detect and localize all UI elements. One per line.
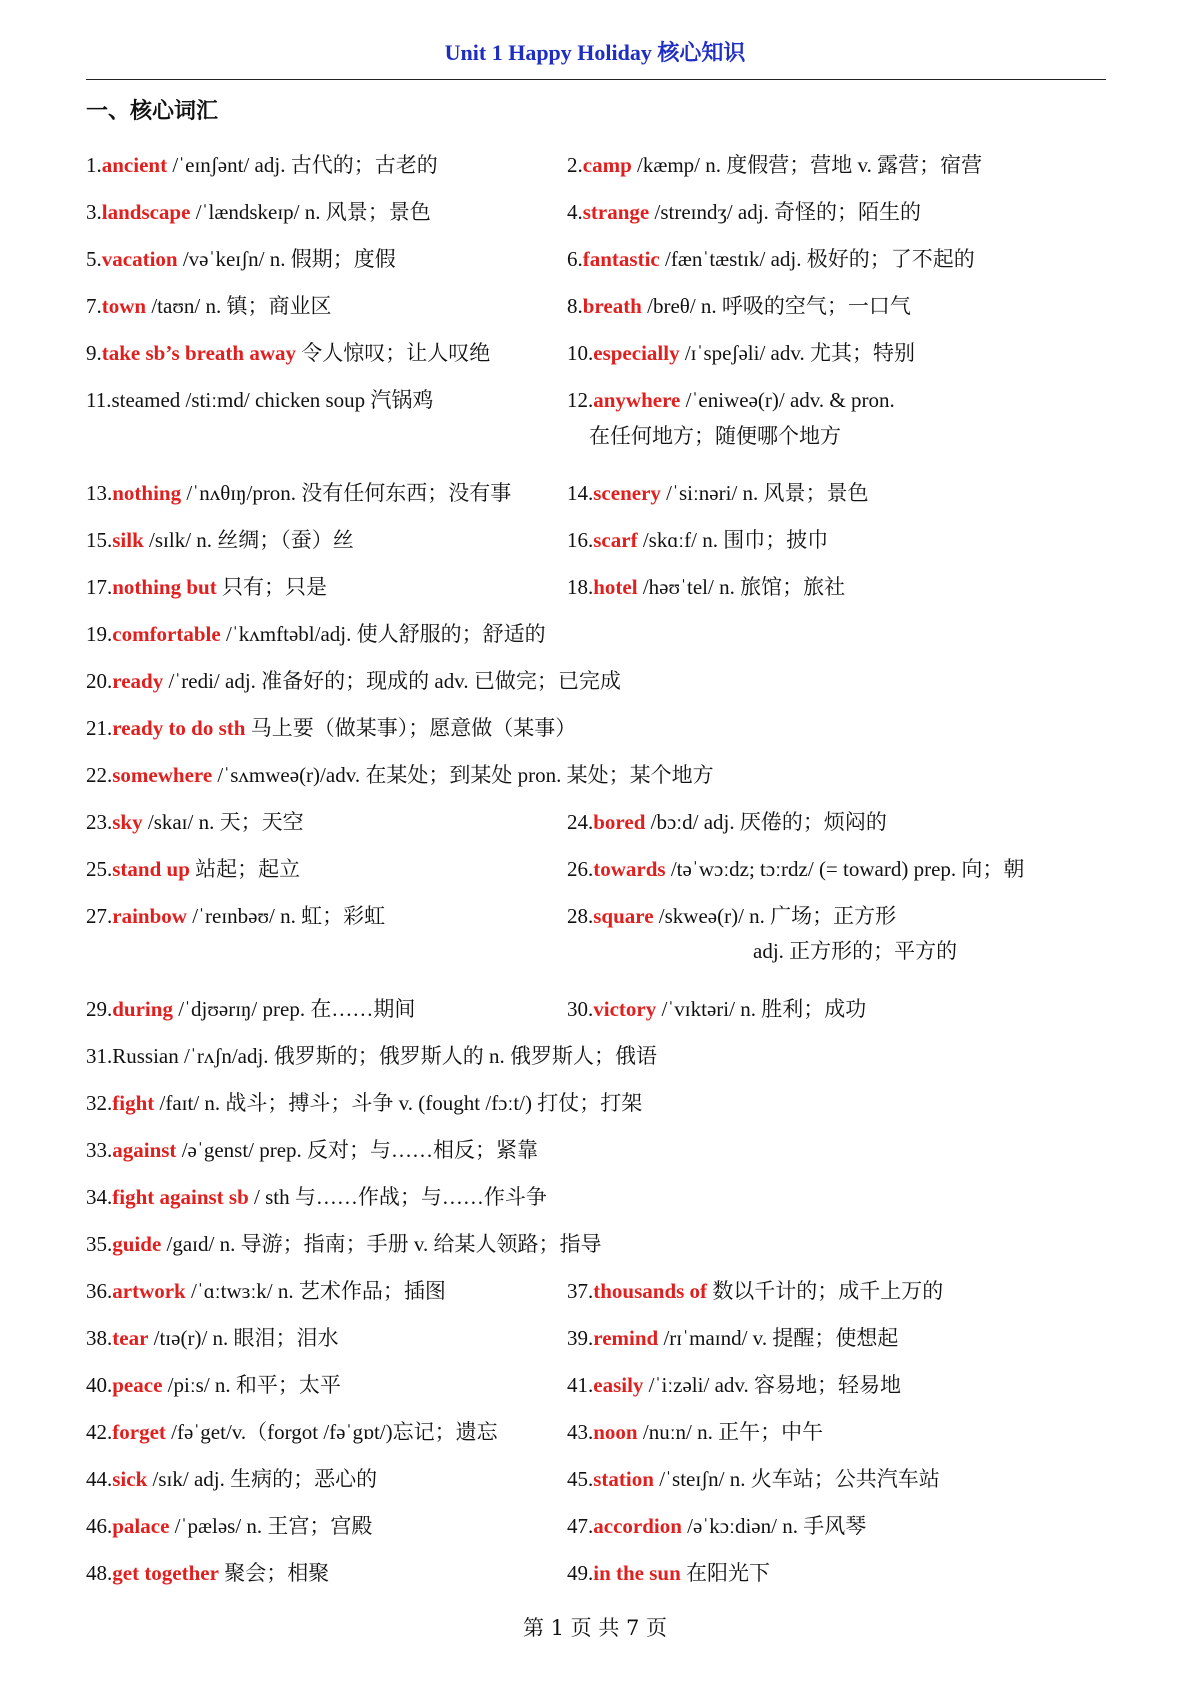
entry-keyword: ready to do sth bbox=[112, 716, 246, 740]
entry-number: 20. bbox=[86, 669, 113, 693]
entry-definition: /əˈkɔːdiən/ n. 手风琴 bbox=[681, 1514, 867, 1538]
entry-number: 12. bbox=[567, 388, 594, 412]
entry-12-continuation: 在任何地方；随便哪个地方 bbox=[589, 424, 841, 448]
entry-definition: /ˈeniweə(r)/ adv. & pron. bbox=[680, 388, 895, 412]
entry-number: 1. bbox=[86, 153, 102, 177]
entry-keyword: rainbow bbox=[112, 904, 187, 928]
vocab-row bbox=[86, 1135, 1116, 1179]
entry-definition: /faɪt/ n. 战斗；搏斗；斗争 v. (fought /fɔːt/) 打仗；打架 bbox=[154, 1091, 643, 1115]
entry-keyword: against bbox=[112, 1138, 177, 1162]
entry-definition: /gaɪd/ n. 导游；指南；手册 v. 给某人领路；指导 bbox=[161, 1232, 602, 1256]
vocab-entry bbox=[567, 197, 921, 227]
entry-keyword: bored bbox=[593, 810, 646, 834]
entry-keyword: ancient bbox=[101, 153, 168, 177]
entry-keyword: sick bbox=[112, 1467, 148, 1491]
entry-definition: /ˈnʌθɪŋ/pron. 没有任何东西；没有事 bbox=[181, 481, 512, 505]
vocab-entry bbox=[567, 525, 828, 555]
entry-definition: 数以千计的；成千上万的 bbox=[707, 1279, 944, 1303]
entry-definition: /ˈreɪnbəʊ/ n. 虹；彩虹 bbox=[186, 904, 386, 928]
entry-definition: /ˈvɪktəri/ n. 胜利；成功 bbox=[656, 997, 867, 1021]
entry-definition: /bɔːd/ adj. 厌倦的；烦闷的 bbox=[645, 810, 887, 834]
entry-number: 49. bbox=[567, 1561, 594, 1585]
entry-number: 30. bbox=[567, 997, 594, 1021]
entry-keyword: easily bbox=[593, 1373, 644, 1397]
entry-keyword: peace bbox=[112, 1373, 163, 1397]
entry-definition: 站起；起立 bbox=[189, 857, 301, 881]
title-divider bbox=[86, 79, 1106, 80]
document-title: Unit 1 Happy Holiday 核心知识 bbox=[444, 40, 746, 65]
vocab-entry bbox=[86, 1323, 339, 1353]
entry-keyword: somewhere bbox=[112, 763, 213, 787]
vocab-row bbox=[86, 478, 1116, 522]
entry-definition: /rɪˈmaɪnd/ v. 提醒；使想起 bbox=[658, 1326, 899, 1350]
entry-keyword: town bbox=[101, 294, 147, 318]
entry-definition: /təˈwɔːdz; tɔːrdz/ (= toward) prep. 向；朝 bbox=[665, 857, 1025, 881]
vocab-entry bbox=[567, 994, 866, 1024]
vocab-entry bbox=[86, 1558, 329, 1588]
entry-number: 23. bbox=[86, 810, 113, 834]
entry-definition: /fænˈtæstɪk/ adj. 极好的；了不起的 bbox=[659, 247, 975, 271]
entry-keyword: fight bbox=[112, 1091, 155, 1115]
vocab-entry bbox=[86, 1182, 547, 1212]
entry-number: 29. bbox=[86, 997, 113, 1021]
entry-number: 22. bbox=[86, 763, 113, 787]
entry-definition: / sth 与……作战；与……作斗争 bbox=[248, 1185, 547, 1209]
vocab-entry bbox=[567, 478, 869, 508]
entry-number: 45. bbox=[567, 1467, 594, 1491]
entry-28-continuation: adj. 正方形的；平方的 bbox=[753, 939, 958, 963]
entry-definition: /ˈredi/ adj. 准备好的；现成的 adv. 已做完；已完成 bbox=[163, 669, 621, 693]
entry-keyword: scenery bbox=[593, 481, 661, 505]
entry-keyword: tear bbox=[112, 1326, 149, 1350]
vocab-entry bbox=[86, 1276, 446, 1306]
entry-keyword: artwork bbox=[112, 1279, 186, 1303]
vocab-entry bbox=[86, 291, 331, 321]
entry-definition: /streɪndʒ/ adj. 奇怪的；陌生的 bbox=[649, 200, 922, 224]
vocab-row bbox=[86, 150, 1116, 194]
vocab-entry bbox=[86, 197, 431, 227]
entry-number: 37. bbox=[567, 1279, 594, 1303]
vocab-entry bbox=[86, 1511, 372, 1541]
entry-number: 48. bbox=[86, 1561, 113, 1585]
vocab-entry bbox=[567, 572, 845, 602]
vocab-entry bbox=[567, 150, 982, 180]
entry-number: 21. bbox=[86, 716, 113, 740]
vocab-row bbox=[86, 1323, 1116, 1367]
vocab-entry bbox=[567, 244, 975, 274]
vocab-entry bbox=[567, 854, 1024, 884]
entry-definition: 聚会；相聚 bbox=[218, 1561, 330, 1585]
entry-number: 8. bbox=[567, 294, 583, 318]
entry-definition: /taʊn/ n. 镇；商业区 bbox=[146, 294, 332, 318]
entry-keyword: camp bbox=[582, 153, 632, 177]
entry-definition: /sɪlk/ n. 丝绸；（蚕）丝 bbox=[143, 528, 354, 552]
entry-keyword: get together bbox=[112, 1561, 219, 1585]
entry-keyword: ready bbox=[112, 669, 164, 693]
vocab-row bbox=[86, 291, 1116, 335]
entry-number: 40. bbox=[86, 1373, 113, 1397]
entry-number: 11. bbox=[86, 388, 112, 412]
entry-definition: /ˈdjʊərɪŋ/ prep. 在……期间 bbox=[172, 997, 416, 1021]
entry-definition: /ˈiːzəli/ adv. 容易地；轻易地 bbox=[643, 1373, 902, 1397]
entry-number: 27. bbox=[86, 904, 113, 928]
vocab-row bbox=[86, 1229, 1116, 1273]
entry-number: 26. bbox=[567, 857, 594, 881]
vocab-entry bbox=[86, 572, 327, 602]
entry-number: 3. bbox=[86, 200, 102, 224]
vocab-entry bbox=[86, 385, 433, 415]
entry-keyword: landscape bbox=[101, 200, 191, 224]
vocab-entry bbox=[567, 1558, 770, 1588]
vocab-row bbox=[86, 1276, 1116, 1320]
entry-keyword: scarf bbox=[593, 528, 638, 552]
entry-number: 9. bbox=[86, 341, 102, 365]
section-heading: 一、核心词汇 bbox=[86, 98, 219, 124]
entry-definition: /ˈsiːnəri/ n. 风景；景色 bbox=[660, 481, 869, 505]
vocab-entry bbox=[86, 244, 396, 274]
entry-number: 16. bbox=[567, 528, 594, 552]
vocab-entry bbox=[567, 901, 896, 931]
entry-keyword: silk bbox=[112, 528, 144, 552]
entry-definition: /həʊˈtel/ n. 旅馆；旅社 bbox=[637, 575, 846, 599]
entry-definition: /ˈsteɪʃn/ n. 火车站；公共汽车站 bbox=[653, 1467, 940, 1491]
entry-definition: /fəˈget/v.（forgot /fəˈgɒt/)忘记；遗忘 bbox=[165, 1420, 498, 1444]
entry-number: 31. bbox=[86, 1044, 113, 1068]
entry-keyword: sky bbox=[112, 810, 143, 834]
entry-number: 17. bbox=[86, 575, 113, 599]
entry-definition: /kæmp/ n. 度假营；营地 v. 露营；宿营 bbox=[631, 153, 983, 177]
entry-keyword: square bbox=[593, 904, 654, 928]
entry-keyword: take sb’s breath away bbox=[101, 341, 297, 365]
entry-number: 42. bbox=[86, 1420, 113, 1444]
entry-definition: /sɪk/ adj. 生病的；恶心的 bbox=[147, 1467, 378, 1491]
entry-definition: /breθ/ n. 呼吸的空气；一口气 bbox=[641, 294, 911, 318]
vocab-entry bbox=[86, 525, 354, 555]
entry-definition: /nuːn/ n. 正午；中午 bbox=[637, 1420, 824, 1444]
vocab-entry bbox=[86, 713, 576, 743]
vocab-entry bbox=[86, 994, 415, 1024]
vocab-entry bbox=[86, 854, 300, 884]
vocab-entry bbox=[567, 1276, 943, 1306]
entry-definition: /ˈpæləs/ n. 王宫；宫殿 bbox=[169, 1514, 373, 1538]
vocab-row bbox=[86, 854, 1116, 898]
entry-keyword: anywhere bbox=[593, 388, 681, 412]
vocab-row bbox=[86, 713, 1116, 757]
vocab-row bbox=[86, 525, 1116, 569]
entry-keyword: fight against sb bbox=[112, 1185, 249, 1209]
vocab-entry bbox=[86, 901, 385, 931]
entry-number: 39. bbox=[567, 1326, 594, 1350]
vocab-entry bbox=[567, 1323, 898, 1353]
entry-number: 38. bbox=[86, 1326, 113, 1350]
entry-keyword: during bbox=[112, 997, 173, 1021]
entry-number: 7. bbox=[86, 294, 102, 318]
vocab-entry bbox=[86, 1041, 657, 1071]
entry-definition: /ˈsʌmweə(r)/adv. 在某处；到某处 pron. 某处；某个地方 bbox=[212, 763, 714, 787]
vocab-entry bbox=[567, 385, 895, 415]
entry-number: 32. bbox=[86, 1091, 113, 1115]
entry-keyword: strange bbox=[582, 200, 650, 224]
entry-definition: /ˈɑːtwɜːk/ n. 艺术作品；插图 bbox=[185, 1279, 446, 1303]
entry-number: 33. bbox=[86, 1138, 113, 1162]
vocab-row bbox=[86, 760, 1116, 804]
vocab-row bbox=[86, 1464, 1116, 1508]
vocab-entry bbox=[86, 1088, 642, 1118]
vocab-entry bbox=[86, 338, 490, 368]
entry-number: 10. bbox=[567, 341, 594, 365]
vocab-entry bbox=[567, 807, 887, 837]
entry-number: 2. bbox=[567, 153, 583, 177]
entry-number: 5. bbox=[86, 247, 102, 271]
entry-number: 25. bbox=[86, 857, 113, 881]
entry-number: 46. bbox=[86, 1514, 113, 1538]
entry-definition: 在阳光下 bbox=[680, 1561, 771, 1585]
vocab-row bbox=[86, 901, 1116, 945]
vocab-entry bbox=[567, 1370, 901, 1400]
entry-number: 28. bbox=[567, 904, 594, 928]
vocab-entry bbox=[86, 666, 621, 696]
vocab-row bbox=[86, 1370, 1116, 1414]
entry-keyword: especially bbox=[593, 341, 680, 365]
entry-keyword: nothing bbox=[112, 481, 182, 505]
entry-number: 14. bbox=[567, 481, 594, 505]
entry-keyword: stand up bbox=[112, 857, 190, 881]
vocab-row bbox=[86, 572, 1116, 616]
vocab-row bbox=[86, 1558, 1116, 1602]
entry-definition: /vəˈkeɪʃn/ n. 假期；度假 bbox=[177, 247, 396, 271]
vocab-entry bbox=[86, 478, 511, 508]
entry-keyword: fantastic bbox=[582, 247, 660, 271]
entry-definition: 只有；只是 bbox=[216, 575, 327, 599]
vocab-row bbox=[86, 1511, 1116, 1555]
entry-definition: /skweə(r)/ n. 广场；正方形 bbox=[653, 904, 897, 928]
vocab-row bbox=[86, 1088, 1116, 1132]
vocab-row bbox=[86, 1182, 1116, 1226]
entry-number: 13. bbox=[86, 481, 113, 505]
entry-number: 47. bbox=[567, 1514, 594, 1538]
vocab-row bbox=[86, 1041, 1116, 1085]
vocab-entry bbox=[86, 1229, 601, 1259]
entry-number: 15. bbox=[86, 528, 113, 552]
vocab-row bbox=[86, 197, 1116, 241]
entry-keyword: guide bbox=[112, 1232, 162, 1256]
entry-definition: /ˈkʌmftəbl/adj. 使人舒服的；舒适的 bbox=[220, 622, 546, 646]
entry-number: 41. bbox=[567, 1373, 594, 1397]
entry-keyword: thousands of bbox=[593, 1279, 708, 1303]
page-footer: 第 1 页 共 7 页 bbox=[522, 1616, 668, 1640]
entry-keyword: in the sun bbox=[593, 1561, 681, 1585]
entry-number: 35. bbox=[86, 1232, 113, 1256]
entry-number: 18. bbox=[567, 575, 594, 599]
vocab-entry bbox=[86, 150, 438, 180]
entry-number: 43. bbox=[567, 1420, 594, 1444]
vocab-row bbox=[86, 807, 1116, 851]
vocab-entry bbox=[86, 760, 714, 790]
vocab-entry bbox=[567, 291, 911, 321]
entry-keyword: towards bbox=[593, 857, 666, 881]
vocab-row bbox=[86, 244, 1116, 288]
vocab-entry bbox=[567, 338, 915, 368]
entry-definition: /ˈeɪnʃənt/ adj. 古代的；古老的 bbox=[167, 153, 438, 177]
entry-number: 44. bbox=[86, 1467, 113, 1491]
vocab-entry bbox=[86, 619, 546, 649]
entry-number: 36. bbox=[86, 1279, 113, 1303]
entry-number: 4. bbox=[567, 200, 583, 224]
vocab-row bbox=[86, 666, 1116, 710]
entry-keyword: station bbox=[593, 1467, 654, 1491]
entry-keyword: comfortable bbox=[112, 622, 221, 646]
vocab-entry bbox=[567, 1464, 940, 1494]
entry-number: 34. bbox=[86, 1185, 113, 1209]
entry-definition: /skɑːf/ n. 围巾；披巾 bbox=[637, 528, 829, 552]
entry-keyword: vacation bbox=[101, 247, 178, 271]
entry-keyword: palace bbox=[112, 1514, 170, 1538]
entry-definition: /piːs/ n. 和平；太平 bbox=[162, 1373, 341, 1397]
vocab-entry bbox=[86, 807, 304, 837]
entry-keyword: noon bbox=[593, 1420, 638, 1444]
entry-keyword: forget bbox=[112, 1420, 166, 1444]
entry-keyword: nothing but bbox=[112, 575, 217, 599]
vocab-row bbox=[86, 338, 1116, 382]
entry-definition: 令人惊叹；让人叹绝 bbox=[296, 341, 491, 365]
entry-keyword: victory bbox=[593, 997, 657, 1021]
vocab-row bbox=[86, 619, 1116, 663]
entry-keyword: remind bbox=[593, 1326, 659, 1350]
vocab-entry bbox=[567, 1417, 823, 1447]
entry-definition: /skaɪ/ n. 天；天空 bbox=[142, 810, 304, 834]
entry-definition: Russian /ˈrʌʃn/adj. 俄罗斯的；俄罗斯人的 n. 俄罗斯人；俄语 bbox=[112, 1044, 658, 1068]
entry-definition: /ɪˈspeʃəli/ adv. 尤其；特别 bbox=[679, 341, 916, 365]
vocab-row bbox=[86, 994, 1116, 1038]
vocab-entry bbox=[86, 1417, 498, 1447]
vocab-row bbox=[86, 1417, 1116, 1461]
entry-number: 24. bbox=[567, 810, 594, 834]
entry-definition: /əˈgenst/ prep. 反对；与……相反；紧靠 bbox=[176, 1138, 539, 1162]
entry-number: 6. bbox=[567, 247, 583, 271]
vocab-entry bbox=[86, 1464, 377, 1494]
entry-definition: /ˈlændskeɪp/ n. 风景；景色 bbox=[190, 200, 431, 224]
entry-keyword: accordion bbox=[593, 1514, 682, 1538]
entry-keyword: hotel bbox=[593, 575, 638, 599]
entry-definition: /tɪə(r)/ n. 眼泪；泪水 bbox=[148, 1326, 339, 1350]
entry-definition: 马上要（做某事）；愿意做（某事） bbox=[245, 716, 577, 740]
vocab-entry bbox=[86, 1370, 341, 1400]
vocab-entry bbox=[86, 1135, 538, 1165]
entry-number: 19. bbox=[86, 622, 113, 646]
entry-definition: steamed /stiːmd/ chicken soup 汽锅鸡 bbox=[111, 388, 434, 412]
entry-keyword: breath bbox=[582, 294, 642, 318]
vocab-entry bbox=[567, 1511, 866, 1541]
